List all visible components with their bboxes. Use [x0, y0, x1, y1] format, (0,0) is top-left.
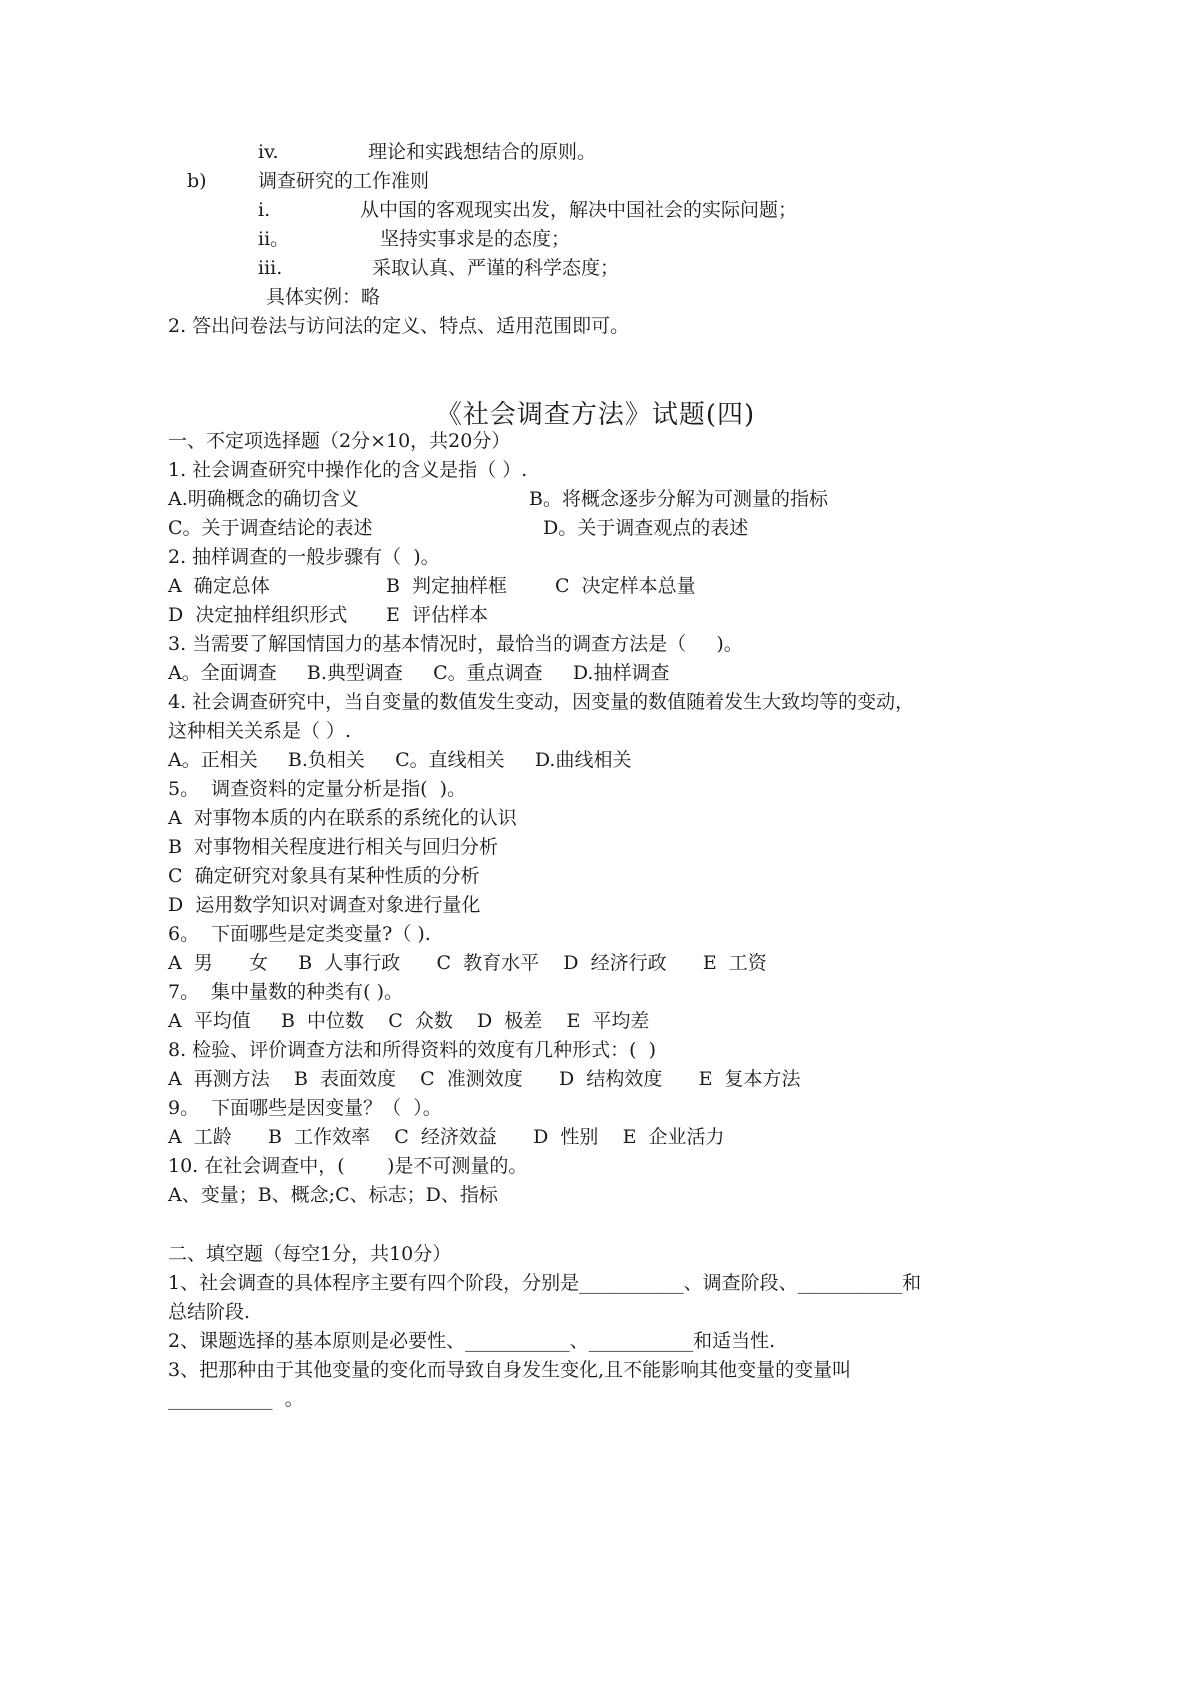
question-2: 2. 抽样调查的一般步骤有（ )。: [168, 546, 440, 568]
example-note: 具体实例：略: [266, 286, 381, 308]
fill-question-3: 3、把那种由于其他变量的变化而导致自身发生变化,且不能影响其他变量的变量叫: [168, 1359, 852, 1381]
section1-heading: 一、不定项选择题（2分×10，共20分）: [168, 430, 511, 452]
section2-heading: 二、填空题（每空1分，共10分）: [168, 1243, 452, 1265]
list-number-iii: iii.: [258, 257, 283, 279]
question-1: 1. 社会调查研究中操作化的含义是指（ ）.: [168, 459, 528, 481]
question-5-option-d: D 运用数学知识对调查对象进行量化: [168, 894, 481, 916]
question-2-option-b: B 判定抽样框: [386, 575, 508, 597]
fill-question-3-blank: ___________ 。: [168, 1388, 304, 1410]
question-5-option-c: C 确定研究对象具有某种性质的分析: [168, 865, 480, 887]
list-label-b: b): [187, 170, 207, 192]
question-5-option-a: A 对事物本质的内在联系的系统化的认识: [168, 807, 517, 829]
question-6: 6。 下面哪些是定类变量?（ ).: [168, 923, 431, 945]
answer-2: 2. 答出问卷法与访问法的定义、特点、适用范围即可。: [168, 315, 630, 337]
question-10: 10. 在社会调查中，( )是不可测量的。: [168, 1155, 528, 1177]
question-2-option-a: A 确定总体: [168, 575, 270, 597]
question-3-options: A。全面调查 B.典型调查 C。重点调查 D.抽样调查: [168, 662, 670, 684]
question-4-options: A。正相关 B.负相关 C。直线相关 D.曲线相关: [168, 749, 632, 771]
question-5-option-b: B 对事物相关程度进行相关与回归分析: [168, 836, 499, 858]
list-number-i: i.: [258, 199, 271, 221]
fill-question-2: 2、课题选择的基本原则是必要性、___________、___________和适当性.: [168, 1330, 776, 1352]
question-7-options: A 平均值 B 中位数 C 众数 D 极差 E 平均差: [168, 1010, 650, 1032]
question-7: 7。 集中量数的种类有( )。: [168, 981, 404, 1003]
question-1-option-d: D。关于调查观点的表述: [543, 517, 749, 539]
list-text-iii: 采取认真、严谨的科学态度；: [372, 257, 620, 279]
question-1-option-c: C。关于调查结论的表述: [168, 517, 373, 539]
question-2-option-d: D 决定抽样组织形式: [168, 604, 348, 626]
question-4-continued: 这种相关关系是（ ）.: [168, 720, 352, 742]
question-10-options: A、变量；B、概念;C、标志；D、指标: [168, 1184, 498, 1206]
list-text-iv: 理论和实践想结合的原则。: [368, 141, 597, 163]
question-6-options: A 男 女 B 人事行政 C 教育水平 D 经济行政 E 工资: [168, 952, 767, 974]
list-number-ii: ii。: [258, 228, 290, 250]
list-text-ii: 坚持实事求是的态度；: [380, 228, 571, 250]
question-9-options: A 工龄 B 工作效率 C 经济效益 D 性别 E 企业活力: [168, 1126, 725, 1148]
question-1-option-b: B。将概念逐步分解为可测量的指标: [529, 488, 828, 510]
question-2-option-c: C 决定样本总量: [555, 575, 696, 597]
page-title: 《社会调查方法》试题(四): [435, 400, 756, 430]
list-number-iv: iv.: [258, 141, 279, 163]
question-5: 5。 调查资料的定量分析是指( )。: [168, 778, 467, 800]
list-text-b: 调查研究的工作准则: [258, 170, 430, 192]
question-2-option-e: E 评估样本: [386, 604, 488, 626]
fill-question-1: 1、社会调查的具体程序主要有四个阶段，分别是___________、调查阶段、___________和: [168, 1272, 922, 1294]
question-9: 9。 下面哪些是因变量？（ ）。: [168, 1097, 442, 1119]
list-text-i: 从中国的客观现实出发，解决中国社会的实际问题；: [360, 199, 798, 221]
question-8-options: A 再测方法 B 表面效度 C 准测效度 D 结构效度 E 复本方法: [168, 1068, 801, 1090]
question-3: 3. 当需要了解国情国力的基本情况时，最恰当的调查方法是（ )。: [168, 633, 743, 655]
question-8: 8. 检验、评价调查方法和所得资料的效度有几种形式：( ): [168, 1039, 657, 1061]
question-1-option-a: A.明确概念的确切含义: [168, 488, 359, 510]
fill-question-1-continued: 总结阶段.: [168, 1301, 251, 1323]
question-4: 4. 社会调查研究中，当自变量的数值发生变动，因变量的数值随着发生大致均等的变动，: [168, 691, 915, 713]
